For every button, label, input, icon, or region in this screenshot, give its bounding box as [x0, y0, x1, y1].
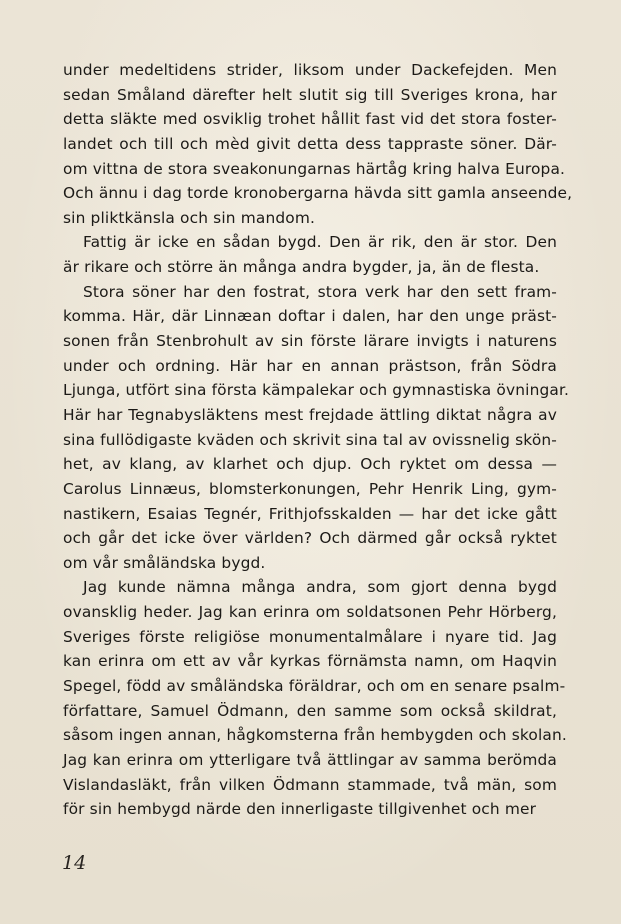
text-line: nastikern, Esaias Tegnér, Frithjofsskalden — har det icke gått: [63, 504, 557, 523]
text-line: Ljunga, utfört sina första kämpalekar och gymnastiska övningar.: [63, 381, 570, 400]
text-line: komma. Här, där Linnæan doftar i dalen, har den unge präst-: [63, 307, 557, 326]
text-line: under medeltidens strider, liksom under Dackefejden. Men: [63, 61, 557, 79]
text-line: Här har Tegnabysläktens mest frejdade ättling diktat några av: [63, 405, 557, 424]
text-line: sin pliktkänsla och sin mandom.: [63, 208, 316, 227]
text-line: Vislandasläkt, från vilken Ödmann stammade, två män, som: [63, 775, 557, 794]
text-line: Carolus Linnæus, blomsterkonungen, Pehr Henrik Ling, gym-: [63, 479, 557, 498]
text-line: Och ännu i dag torde kronobergarna hävda sitt gamla anseende,: [63, 184, 573, 203]
page-number: 14: [62, 852, 87, 874]
text-line: Jag kan erinra om ytterligare två ättlingar av samma berömda: [63, 750, 557, 769]
text-line: kan erinra om ett av vår kyrkas förnämsta namn, om Haqvin: [63, 652, 557, 671]
paragraph: [63, 280, 570, 576]
paragraph: [63, 575, 567, 821]
text-line: Spegel, född av småländska föräldrar, och om en senare psalm-: [63, 677, 566, 696]
text-line: om vittna de stora sveakonungarnas härtåg kring halva Europa.: [63, 159, 566, 178]
paragraph: [63, 230, 557, 279]
text-line: är rikare och större än många andra bygder, ja, än de flesta.: [63, 258, 540, 277]
text-line: om vår småländska bygd.: [63, 553, 266, 572]
text-line: Fattig är icke en sådan bygd. Den är rik, den är stor. Den: [83, 233, 557, 252]
text-line: och går det icke över världen? Och därmed går också ryktet: [63, 529, 557, 548]
text-line: sonen från Stenbrohult av sin förste lärare invigts i naturens: [63, 332, 557, 351]
text-line: Stora söner har den fostrat, stora verk har den sett fram-: [83, 282, 557, 301]
text-line: het, av klang, av klarhet och djup. Och ryktet om dessa —: [63, 455, 557, 474]
text-line: detta släkte med osviklig trohet hållit fast vid det stora foster-: [63, 110, 557, 129]
text-line: Jag kunde nämna många andra, som gjort denna bygd: [83, 578, 557, 597]
text-line: landet och till och mèd givit detta dess tappraste söner. Där-: [63, 134, 557, 153]
text-line: sedan Småland därefter helt slutit sig till Sveriges krona, har: [63, 85, 557, 104]
text-line: författare, Samuel Ödmann, den samme som också skildrat,: [63, 701, 557, 720]
text-line: sina fullödigaste kväden och skrivit sina tal av ovissnelig skön-: [63, 430, 557, 449]
text-line: Sveriges förste religiöse monumentalmålare i nyare tid. Jag: [63, 627, 557, 646]
text-line: såsom ingen annan, hågkomsterna från hembygden och skolan.: [63, 726, 567, 745]
body-text: [63, 58, 573, 822]
paragraph: [63, 58, 573, 230]
text-line: för sin hembygd närde den innerligaste tillgivenhet och mer: [63, 800, 537, 819]
text-line: ovansklig heder. Jag kan erinra om soldatsonen Pehr Hörberg,: [63, 603, 557, 622]
text-line: under och ordning. Här har en annan prästson, från Södra: [63, 356, 557, 375]
